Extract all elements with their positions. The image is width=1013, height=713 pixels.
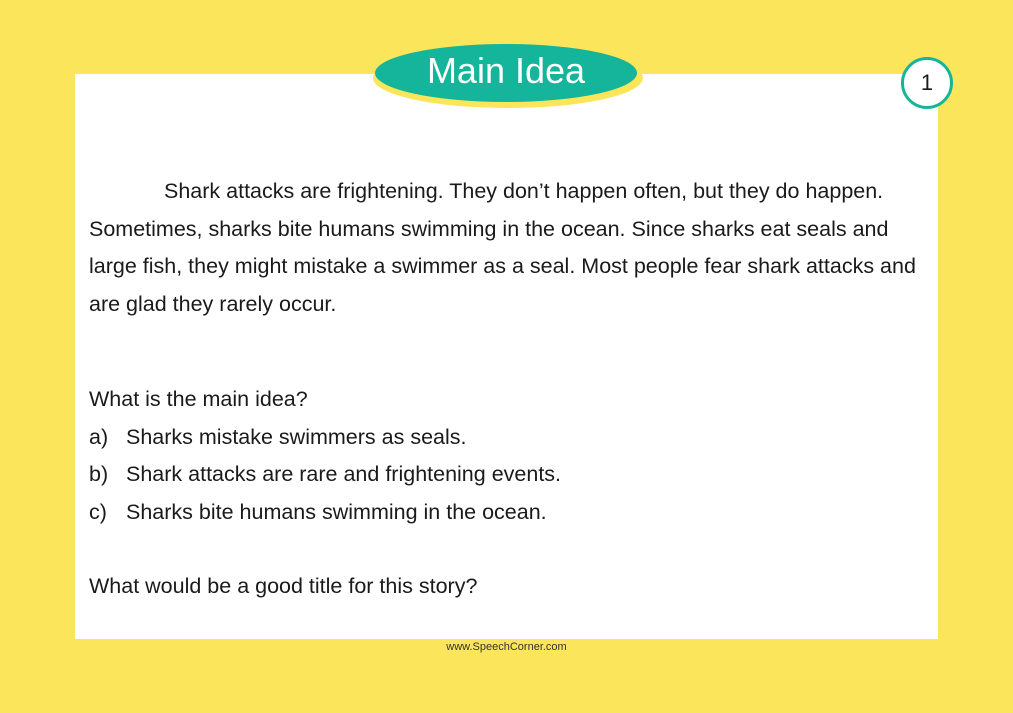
passage <box>89 173 919 324</box>
option-letter: b) <box>89 462 109 487</box>
card-number-badge <box>901 57 953 109</box>
page-title: Main Idea <box>426 50 586 91</box>
question-main-idea: What is the main idea? <box>89 387 308 411</box>
option-text: Shark attacks are rare and frightening events. <box>126 462 562 487</box>
option-letter: a) <box>89 425 109 449</box>
question-title: What would be a good title for this story? <box>89 574 478 598</box>
footer-website: www.SpeechCorner.com <box>446 641 567 653</box>
option-c[interactable] <box>89 494 561 531</box>
option-text: Sharks mistake swimmers as seals. <box>126 425 467 449</box>
title-oval <box>375 44 637 102</box>
card-number: 1 <box>920 70 934 95</box>
passage-text: Shark attacks are frightening. They don’t happen often, but they do happen. Sometimes, sharks bite humans swimming in the ocean. Since sharks eat seals and large fish, they might mistake a swimmer as a seal. Most people fear shark attacks and are glad they rarely occur. <box>89 179 916 317</box>
card <box>75 74 938 639</box>
answer-options <box>89 419 561 531</box>
option-letter: c) <box>89 499 107 524</box>
option-b[interactable] <box>89 456 561 493</box>
option-text: Sharks bite humans swimming in the ocean. <box>126 499 547 524</box>
option-a[interactable] <box>89 419 561 456</box>
